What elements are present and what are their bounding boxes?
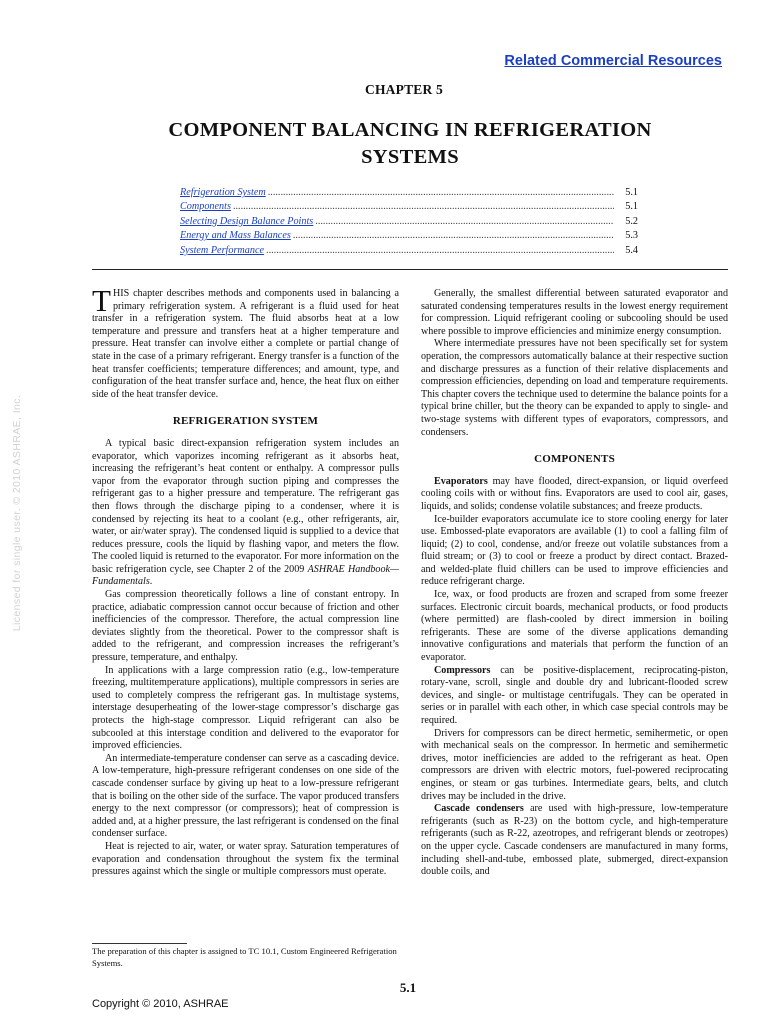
run-in-heading-compressors: Compressors — [434, 664, 491, 676]
paragraph — [421, 476, 728, 514]
footnote-divider — [92, 943, 187, 944]
paragraph: An intermediate-temperature condenser can serve as a cascading device. A low-temperature, high-pressure refrigerant condenses on one side of the cascade condenser surface by giving up heat to a low-pressure refrigerant that is boiling on the other side of the surface. The vapor produced transfers energy to the next compressor (or compressors); heat of compression is added and, at a higher pressure, the last refrigerant is condensed on the final condenser surface. — [92, 752, 399, 840]
right-column — [421, 288, 728, 988]
paragraph: Gas compression theoretically follows a line of constant entropy. In practice, adiabatic compression cannot occur because of friction and other inefficiencies of the compressor. Therefore, the actual compression line deviates slightly from the theoretical. Power to the compressor shaft is added to the refrigerant, and compression increases the refrigerant’s pressure, temperature, and enthalpy. — [92, 589, 399, 664]
toc-link-system-performance[interactable]: System Performance — [180, 244, 265, 256]
left-column — [92, 283, 399, 946]
paragraph-text: . — [149, 576, 153, 588]
handbook-reference: ASHRAE Handbook—Fundamentals — [92, 563, 399, 588]
chapter-title: COMPONENT BALANCING IN REFRIGERATION SYSTEMS — [168, 119, 652, 168]
toc-leader — [293, 229, 614, 243]
toc-row — [180, 244, 638, 258]
page-number: 5.1 — [399, 980, 417, 995]
header-divider — [92, 269, 728, 270]
license-watermark — [8, 388, 26, 638]
toc-page-number: 5.3 — [625, 230, 638, 242]
toc-link-energy-and-mass-balances[interactable]: Energy and Mass Balances — [180, 230, 291, 242]
run-in-heading-evaporators: Evaporators — [434, 475, 488, 487]
paragraph: Drivers for compressors can be direct hermetic, semihermetic, or open with mechanical seals on the compressor. In hermetic and semihermetic drives, motor inefficiencies are added to the refrigerant as heat. Open compressors are driven with electric motors, fuel-powered reciprocating engines, or steam or gas turbines. Intermediate gears, belts, and clutch drives may be included in the drive. — [421, 727, 728, 802]
section-heading-refrigeration-system: REFRIGERATION SYSTEM — [172, 415, 319, 428]
toc-page-number: 5.1 — [625, 187, 638, 198]
toc-leader — [233, 200, 614, 214]
intro-text: HIS chapter describes methods and components used in balancing a primary refrigeration system. A refrigerant is a fluid used for heat transfer in a refrigeration system. The fluid absorbs heat at a low temperature and pressure and transfers heat at a higher temperature and pressure. Heat transfer can involve either a complete or partial change of state in the case of a primary refrigerant. Energy transfer is a function of the heat transfer coefficients; temperature differences; and amount, type, and configuration of the heat transfer surface and, hence, the heat flux on either side of the heat transfer device. — [92, 288, 399, 400]
toc-leader — [268, 186, 614, 200]
paragraph: Generally, the smallest differential between saturated evaporator and saturated condensing temperatures results in the lowest energy requirement for compression. Liquid refrigerant cooling or subcooling should be used where possible to improve efficiencies and minimize energy consumption. — [421, 288, 728, 337]
toc-row — [180, 200, 638, 214]
chapter-label: CHAPTER 5 — [365, 82, 443, 97]
toc-row — [180, 215, 638, 229]
paragraph-text: are used with high-pressure, low-temperature refrigerants (such as R-23) on the bottom cycle, and high-temperature refrigerants (such as R-22, azeotropes, and refrigerant blends or zeotropes) on the upper cycle. Cascade condensers are manufactured in many forms, including shell-and-tube, embossed plate, submerged, direct-expansion double coils, and — [421, 803, 729, 878]
drop-cap: T — [92, 283, 111, 318]
paragraph: Ice, wax, or food products are frozen and scraped from some freezer surfaces. Electronic circuit boards, mechanical products, or food products (where permitted) are flash-cooled by direct immersion in boiling refrigerants. These are some of the diverse applications demanding innovative configurations and materials that perform the function of an evaporator. — [421, 589, 728, 664]
intro-paragraph — [92, 283, 399, 401]
toc-page-number: 5.2 — [625, 215, 638, 227]
paragraph — [421, 803, 728, 879]
paragraph-text: may have flooded, direct-expansion, or liquid overfeed cooling coils with or without fins. Evaporators are used to cool air, gases, liquids, and solids; condense volatile substances; and freeze products. — [421, 475, 728, 512]
related-commercial-resources-link[interactable]: Related Commercial Resources — [504, 53, 722, 69]
toc-row — [180, 186, 638, 200]
paragraph — [92, 438, 399, 589]
toc-link-selecting-design-balance-points[interactable]: Selecting Design Balance Points — [180, 215, 314, 227]
license-watermark-text: Licensed for single user. © 2010 ASHRAE, Inc. — [11, 394, 23, 632]
toc-leader — [266, 244, 614, 258]
paragraph: Ice-builder evaporators accumulate ice to store cooling energy for later use. Embossed-plate evaporators are available (1) to cool a falling film of liquid; (2) to cool, condense, and/or freeze out volatile substances from a fluid stream; or (3) to cool or freeze a product by direct contact. Brazed- and welded-plate fluid chillers can be used to improve efficiencies and reduce refrigerant charge. — [421, 513, 728, 588]
toc-row — [180, 229, 638, 243]
section-heading-components: COMPONENTS — [534, 453, 615, 466]
toc-page-number: 5.4 — [625, 244, 638, 256]
paragraph: Where intermediate pressures have not been specifically set for system operation, the compressors automatically balance at their respective suction and discharge pressures as a function of their relative displacements and compression efficiencies, depending on load and temperature requirements. This chapter covers the technique used to determine the balance points for a typical brine chiller, but the theory can be expanded to apply to single- and two-stage systems with different types of evaporators, compressors, and condensers. — [421, 338, 728, 438]
toc-leader — [315, 215, 614, 229]
paragraph: In applications with a large compression ratio (e.g., low-temperature freezing, multitemperature applications), multiple compressors in series are used to completely compress the refrigerant gas. In multistage systems, interstage desuperheating of the lower-stage compressor’s discharge gas protects the high-stage compressor. Liquid refrigerant can also be subcooled at this interstage condition and delivered to the evaporator for improved efficiencies. — [92, 664, 399, 752]
paragraph — [421, 665, 728, 728]
toc-page-number: 5.1 — [625, 201, 638, 213]
copyright-notice: Copyright © 2010, ASHRAE — [92, 998, 229, 1010]
paragraph-text: can be positive-displacement, reciprocating-piston, rotary-vane, scroll, single and double dry and lubricant-flooded screw devices, and single- or multistage centrifugals. They can be operated in series or in parallel with each other, in which case special controls may be required. — [421, 664, 728, 726]
paragraph-text: A typical basic direct-expansion refrigeration system includes an evaporator, which vaporizes incoming refrigerant as it absorbs heat, increasing the refrigerant’s heat content or enthalpy. A compressor pulls vapor from the evaporator through suction piping and compresses the refrigerant gas to a higher pressure and temperature. The refrigerant gas then flows through the discharge piping to a condenser, where it is condensed by rejecting its heat to a coolant (e.g., other refrigerants, air, water, or air/water spray). The condensed liquid is supplied to a device that reduces pressure, cools the liquid by flashing vapor, and meters the flow. The cooled liquid is returned to the evaporator. For more information on the basic refrigeration cycle, see Chapter 2 of the 2009 — [92, 437, 399, 575]
run-in-heading-cascade-condensers: Cascade condensers — [434, 803, 524, 815]
paragraph: Heat is rejected to air, water, or water spray. Saturation temperatures of evaporation and condensation throughout the system fix the terminal pressures against which the single or multiple compressors must operate. — [92, 840, 399, 878]
toc-link-components[interactable]: Components — [180, 201, 231, 213]
footnote: The preparation of this chapter is assigned to TC 10.1, Custom Engineered Refrigeration Systems. — [92, 946, 397, 968]
toc-link-refrigeration-system[interactable]: Refrigeration System — [180, 187, 266, 198]
table-of-contents — [180, 186, 638, 258]
